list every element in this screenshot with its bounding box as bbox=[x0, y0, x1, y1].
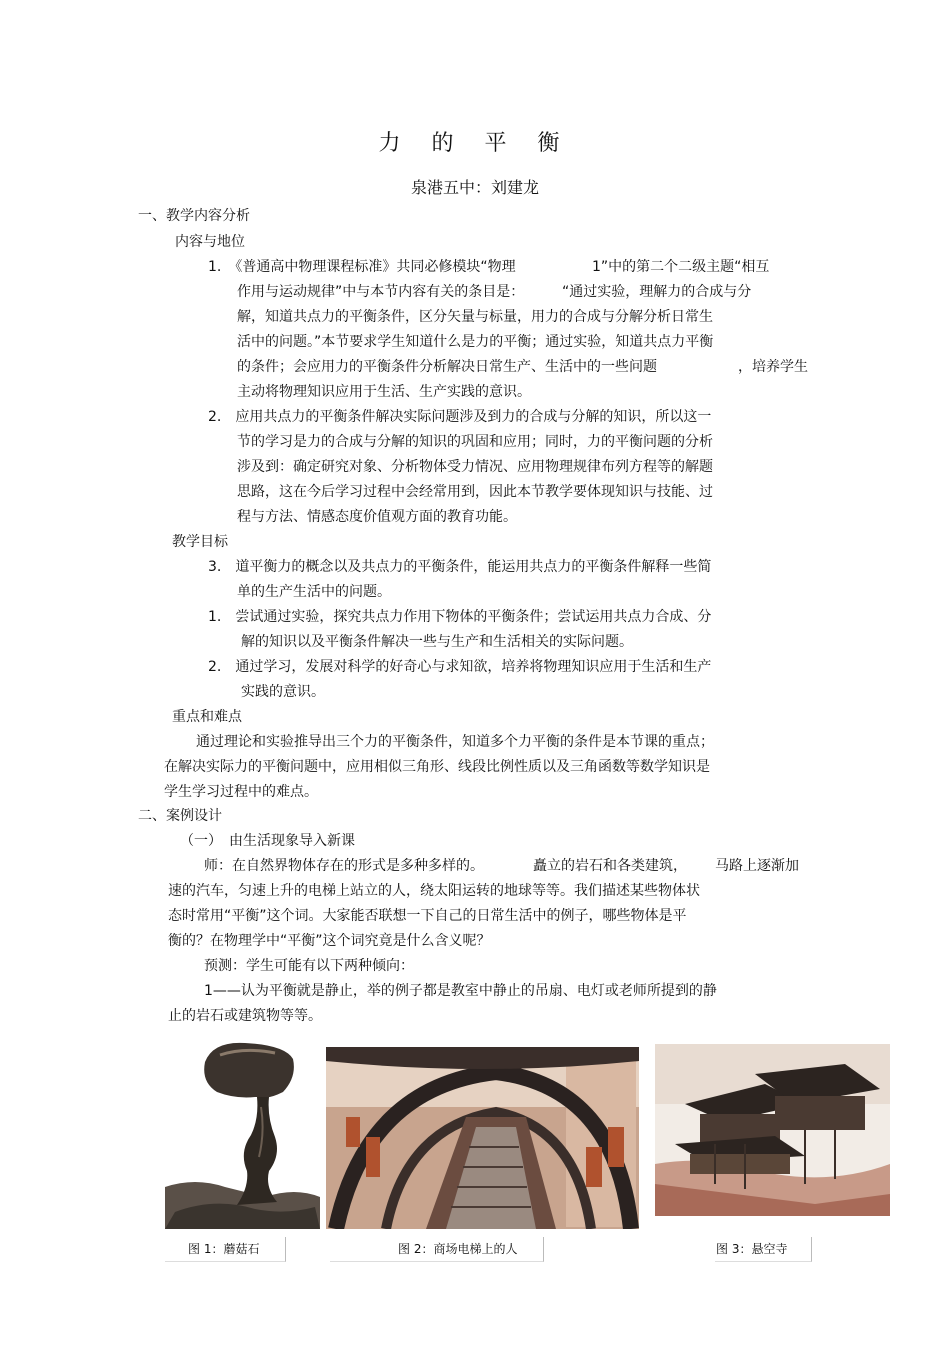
section-heading-1: 一、教学内容分析 bbox=[138, 208, 250, 224]
subheading-intro: （一） 由生活现象导入新课 bbox=[180, 833, 355, 849]
paragraph-line: 单的生产生活中的问题。 bbox=[237, 584, 391, 600]
paragraph-line: 活中的问题。”本节要求学生知道什么是力的平衡；通过实验，知道共点力平衡 bbox=[237, 334, 714, 350]
paragraph-line: 解，知道共点力的平衡条件，区分矢量与标量，用力的合成与分解分析日常生 bbox=[237, 309, 713, 325]
paragraph-line: 3. 道平衡力的概念以及共点力的平衡条件，能运用共点力的平衡条件解释一些简 bbox=[208, 559, 712, 575]
subheading-teaching-goals: 教学目标 bbox=[172, 534, 228, 550]
paragraph-line: 1”中的第二个二级主题“相互 bbox=[592, 259, 770, 275]
section-heading-2: 二、案例设计 bbox=[138, 808, 222, 824]
figure-hanging-temple bbox=[655, 1044, 890, 1216]
paragraph-line: 通过理论和实验推导出三个力的平衡条件，知道多个力平衡的条件是本节课的重点； bbox=[196, 734, 714, 750]
paragraph-line: 程与方法、情感态度价值观方面的教育功能。 bbox=[237, 509, 517, 525]
paragraph-line: 马路上逐渐加 bbox=[715, 858, 799, 874]
paragraph-line: 预测：学生可能有以下两种倾向： bbox=[204, 958, 414, 974]
paragraph-line: 2. 通过学习，发展对科学的好奇心与求知欲，培养将物理知识应用于生活和生产 bbox=[208, 659, 712, 675]
paragraph-line: 节的学习是力的合成与分解的知识的巩固和应用；同时，力的平衡问题的分析 bbox=[237, 434, 713, 450]
figure-mall-escalator bbox=[326, 1047, 639, 1229]
paragraph-line: 矗立的岩石和各类建筑， bbox=[533, 858, 687, 874]
author-line: 泉港五中：刘建龙 bbox=[410, 178, 539, 197]
figure-2-caption: 图 2：商场电梯上的人 bbox=[398, 1242, 518, 1256]
paragraph-line: 师：在自然界物体存在的形式是多种多样的。 bbox=[204, 858, 484, 874]
paragraph-line: 衡的？在物理学中“平衡”这个词究竟是什么含义呢？ bbox=[168, 933, 491, 949]
paragraph-line: 学生学习过程中的难点。 bbox=[164, 784, 318, 800]
page-title: 力 的 平 衡 bbox=[378, 131, 572, 156]
paragraph-line: 主动将物理知识应用于生活、生产实践的意识。 bbox=[237, 384, 531, 400]
paragraph-line: 的条件；会应用力的平衡条件分析解决日常生产、生活中的一些问题 bbox=[237, 359, 657, 375]
paragraph-line: 实践的意识。 bbox=[241, 684, 325, 700]
subheading-content-position: 内容与地位 bbox=[175, 234, 245, 250]
paragraph-line: 2. 应用共点力的平衡条件解决实际问题涉及到力的合成与分解的知识，所以这一 bbox=[208, 409, 712, 425]
paragraph-line: 解的知识以及平衡条件解决一些与生产和生活相关的实际问题。 bbox=[241, 634, 633, 650]
paragraph-line: 涉及到：确定研究对象、分析物体受力情况、应用物理规律布列方程等的解题 bbox=[237, 459, 713, 475]
paragraph-line: “通过实验，理解力的合成与分 bbox=[562, 284, 752, 300]
figure-3-caption: 图 3：悬空寺 bbox=[716, 1242, 788, 1256]
paragraph-line: ，培养学生 bbox=[738, 359, 808, 375]
paragraph-line: 思路，这在今后学习过程中会经常用到，因此本节教学要体现知识与技能、过 bbox=[237, 484, 713, 500]
paragraph-line: 在解决实际力的平衡问题中，应用相似三角形、线段比例性质以及三角函数等数学知识是 bbox=[164, 759, 710, 775]
paragraph-line: 作用与运动规律”中与本节内容有关的条目是： bbox=[237, 284, 525, 300]
subheading-key-points: 重点和难点 bbox=[172, 709, 242, 725]
figure-mushroom-rock bbox=[165, 1037, 320, 1229]
paragraph-line: 态时常用“平衡”这个词。大家能否联想一下自己的日常生活中的例子，哪些物体是平 bbox=[168, 908, 687, 924]
paragraph-line: 1——认为平衡就是静止，举的例子都是教室中静止的吊扇、电灯或老师所提到的静 bbox=[204, 983, 717, 999]
paragraph-line: 速的汽车，匀速上升的电梯上站立的人，绕太阳运转的地球等等。我们描述某些物体状 bbox=[168, 883, 700, 899]
paragraph-line: 1. 《普通高中物理课程标准》共同必修模块“物理 bbox=[208, 259, 516, 275]
paragraph-line: 止的岩石或建筑物等等。 bbox=[168, 1008, 322, 1024]
figure-1-caption: 图 1：蘑菇石 bbox=[188, 1242, 260, 1256]
paragraph-line: 1. 尝试通过实验，探究共点力作用下物体的平衡条件；尝试运用共点力合成、分 bbox=[208, 609, 712, 625]
